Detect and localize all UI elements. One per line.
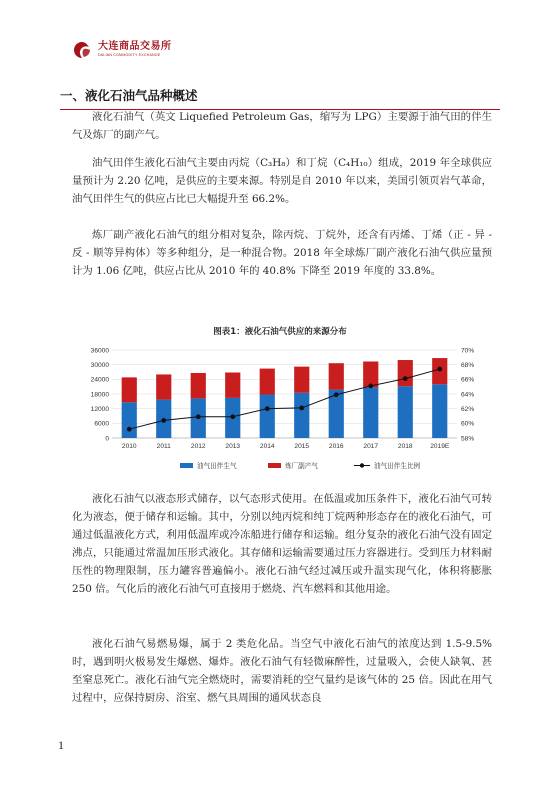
paragraph-text: 液化石油气易燃易爆，属于 2 类危化品。当空气中液化石油气的浓度达到 1.5-9.5% 时，遇到明火极易发生爆燃、爆炸。液化石油气有轻微麻醉性，过量吸入，会使人缺氧、甚至窒息死亡。液化石油气完全燃烧时，需要消耗的空气量约是该气体的 25 倍。因此在用气过程中，应保持厨房、浴室、燃气具周围的通风状态良 (72, 638, 492, 704)
paragraph-5 (72, 635, 492, 707)
legend-oilfield-gas-swatch (180, 463, 193, 468)
bar-oilfield-gas (294, 393, 309, 438)
ratio-point (127, 427, 132, 432)
bar-refinery-gas (329, 363, 344, 389)
paragraph-text: 炼厂副产液化石油气的组分相对复杂，除丙烷、丁烷外，还含有丙烯、丁烯（正 - 异 - 反 - 顺等异构体）等多种组分，是一种混合物。2018 年全球炼厂副产液化石油气供应量预计为 1.06 亿吨，供应占比从 2010 年的 40.8% 下降至 2019 年度的 33.8%。 (72, 229, 492, 277)
y2-tick-label: 68% (461, 361, 475, 369)
paragraph-1 (72, 108, 492, 144)
legend-oilfield-gas-label: 油气田伴生气 (197, 463, 237, 470)
ratio-point (403, 376, 408, 381)
y2-tick-label: 66% (461, 376, 475, 384)
x-tick-label: 2019E (430, 443, 450, 450)
y-tick-label: 0 (105, 435, 109, 443)
y2-tick-label: 58% (461, 435, 475, 443)
y-tick-label: 30000 (90, 361, 109, 369)
y-tick-label: 24000 (90, 376, 109, 384)
bar-refinery-gas (225, 372, 240, 397)
bar-oilfield-gas (432, 384, 447, 438)
legend-ratio-label: 油气田伴生比例 (374, 463, 421, 470)
x-tick-label: 2016 (328, 443, 344, 450)
header (72, 36, 172, 64)
bar-refinery-gas (260, 369, 275, 395)
bar-refinery-gas (156, 374, 171, 399)
paragraph-text: 液化石油气（英文 Liquefied Petroleum Gas，缩写为 LPG）主要源于油气田的伴生气及炼厂的副产气。 (72, 111, 492, 141)
dce-logo-icon (72, 40, 92, 60)
bar-oilfield-gas (363, 387, 378, 438)
ratio-point (368, 384, 373, 389)
logo-name-cn: 大连商品交易所 (98, 41, 172, 53)
y2-tick-label: 70% (461, 347, 475, 355)
bar-refinery-gas (363, 361, 378, 387)
bar-refinery-gas (398, 360, 413, 386)
x-tick-label: 2017 (363, 443, 379, 450)
ratio-point (334, 392, 339, 397)
supply-source-chart (72, 340, 492, 482)
paragraph-text: 油气田伴生液化石油气主要由丙烷（C₃H₈）和丁烷（C₄H₁₀）组成，2019 年全球供应量预计为 2.20 亿吨，是供应的主要来源。特别是自 2010 年以来，美国引领页岩气革命，油气田伴生气的供应占比已大幅提升至 66.2%。 (72, 157, 492, 205)
bar-refinery-gas (294, 367, 309, 393)
y-tick-label: 12000 (90, 405, 109, 413)
legend-refinery-gas-label: 炼厂副产气 (285, 463, 318, 470)
paragraph-text: 液化石油气以液态形式储存，以气态形式使用。在低温或加压条件下，液化石油气可转化为液态，便于储存和运输。其中，分别以纯丙烷和纯丁烷两种形态存在的液化石油气，可通过低温液化方式，利用低温库或冷冻船进行储存和运输。组分复杂的液化石油气没有固定沸点，只能通过常温加压形式液化。其存储和运输需要通过压力容器进行。受到压力材料耐压性的物理限制，压力罐容普遍偏小。液化石油气经过减压或升温实现气化，体积将膨胀 250 倍。气化后的液化石油气可直接用于燃烧、汽车燃料和其他用途。 (72, 493, 492, 595)
paragraph-4 (72, 490, 492, 598)
x-tick-label: 2013 (225, 443, 241, 450)
bar-refinery-gas (191, 373, 206, 398)
ratio-point (265, 406, 270, 411)
bar-oilfield-gas (398, 386, 413, 438)
y-tick-label: 6000 (94, 420, 109, 428)
x-tick-label: 2015 (294, 443, 310, 450)
x-tick-label: 2011 (156, 443, 171, 450)
ratio-point (230, 414, 235, 419)
section-title: 一、液化石油气品种概述 (60, 86, 500, 110)
paragraph-3 (72, 226, 492, 280)
y-tick-label: 36000 (90, 347, 109, 355)
y2-tick-label: 62% (461, 405, 475, 413)
logo-name-en: DALIAN COMMODITY EXCHANGE (98, 53, 161, 58)
x-tick-label: 2014 (259, 443, 275, 450)
y-tick-label: 18000 (90, 391, 109, 399)
y2-tick-label: 60% (461, 420, 475, 428)
x-tick-label: 2012 (190, 443, 206, 450)
ratio-point (196, 414, 201, 419)
x-tick-label: 2018 (397, 443, 413, 450)
bar-oilfield-gas (260, 394, 275, 438)
ratio-point (161, 418, 166, 423)
y2-tick-label: 64% (461, 391, 475, 399)
ratio-point (299, 406, 304, 411)
chart-title: 图表1：液化石油气供应的来源分布 (213, 327, 347, 337)
page-number: 1 (58, 738, 64, 752)
bar-refinery-gas (122, 377, 137, 402)
x-tick-label: 2010 (121, 443, 137, 450)
ratio-line (129, 369, 440, 429)
legend-ratio-swatch-dot (360, 463, 364, 467)
bar-oilfield-gas (122, 402, 137, 438)
legend-refinery-gas-swatch (268, 463, 281, 468)
ratio-point (437, 367, 442, 372)
paragraph-2 (72, 154, 492, 208)
